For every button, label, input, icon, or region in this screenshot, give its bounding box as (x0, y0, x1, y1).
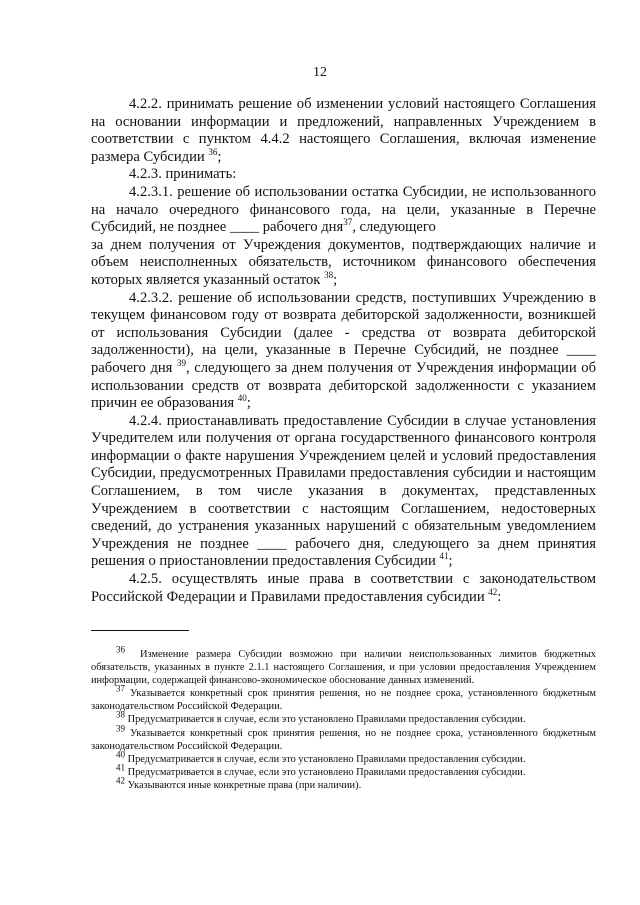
footnote-separator (91, 630, 189, 631)
paragraph-4-2-2: 4.2.2. принимать решение об изменении условий настоящего Соглашения на основании информации и предложений, направленных Учреждением в соответствии с пунктом 4.4.2 настоящего Соглашения, включая изменение размера Субсидии $^{36}$; (91, 96, 596, 165)
footnote: $^{41}$ Предусматривается в случае, если это установлено Правилами предоставления субсидии. (116, 762, 526, 778)
footnote: $^{36}$ Изменение размера Субсидии возможно при наличии неиспользованных лимитов бюджетных обязательств, указанных в пункте 2.1.1 настоящего Соглашения, и при условии предоставления Учреждением информации, содержащей финансово-экономическое обоснование данных изменений. (91, 644, 596, 687)
footnote-ref: 42 (488, 586, 498, 597)
footnote-ref: 37 (343, 217, 353, 228)
main-text (91, 96, 596, 606)
paragraph-4-2-4: 4.2.4. приостанавливать предоставление Субсидии в случае установления Учредителем или получения от органа государственного финансового контроля информации о факте нарушения Учреждением целей и условий предоставления Субсидии, предусмотренных Правилами предоставления субсидии и настоящим Соглашением, в том числе указания в документах, представленных Учреждением в соответствии с настоящим Соглашением, недостоверных сведений, до устранения указанных нарушений с обязательным уведомлением Учреждения не позднее ____ рабочего дня, следующего за днем принятия решения о приостановлении предоставления Субсидии $^{41}$; (91, 412, 596, 570)
paragraph-4-2-3-1: 4.2.3.1. решение об использовании остатка Субсидии, не использованного на начало очередного финансового года, на цели, указанные в Перечне Субсидий, не позднее ____ рабочего дня$^{37}$, следующего (91, 183, 596, 236)
footnote-ref: 38 (324, 270, 334, 281)
footnote: $^{37}$ Указывается конкретный срок принятия решения, но не позднее срока, установленного бюджетным законодательством Российской Федерации. (91, 683, 596, 713)
footnote-ref: 41 (439, 551, 449, 562)
paragraph-4-2-3: 4.2.3. принимать: (129, 166, 237, 183)
footnote: $^{39}$ Указывается конкретный срок принятия решения, но не позднее срока, установленного бюджетным законодательством Российской Федерации. (91, 723, 596, 752)
footnote: $^{40}$ Предусматривается в случае, если это установлено Правилами предоставления субсидии. (116, 749, 526, 765)
footnote-ref: 39 (177, 358, 186, 369)
paragraph-4-2-3-2: 4.2.3.2. решение об использовании средств, поступивших Учреждению в текущем финансовом году от возврата дебиторской задолженности, возникшей от использования Субсидии (далее - средства от возврата дебиторской задолженности), на цели, указанные в Перечне Субсидий, не позднее ____ рабочего дня $^{39}$, следующего за днем получения от Учреждения информации об использовании средств от возврата дебиторской задолженности с указанием причин ее образования $^{40}$; (91, 289, 596, 412)
footnote: $^{38}$ Предусматривается в случае, если это установлено Правилами предоставления субсидии. (116, 710, 526, 726)
paragraph-4-2-5: 4.2.5. осуществлять иные права в соответствии с законодательством Российской Федерации и Правилами предоставления субсидии $^{42}$: (91, 571, 596, 605)
footnote-ref: 40 (237, 393, 247, 404)
footnote-ref: 36 (208, 146, 218, 157)
footnote: $^{42}$ Указываются иные конкретные права (при наличии). (116, 775, 362, 791)
paragraph-4-2-3-1-cont: за днем получения от Учреждения документов, подтверждающих наличие и объем неисполненных обязательств, источником финансового обеспечения которых является указанный остаток $^{38}$; (91, 236, 596, 288)
footnotes (91, 644, 596, 792)
page-number: 12 (313, 65, 327, 80)
